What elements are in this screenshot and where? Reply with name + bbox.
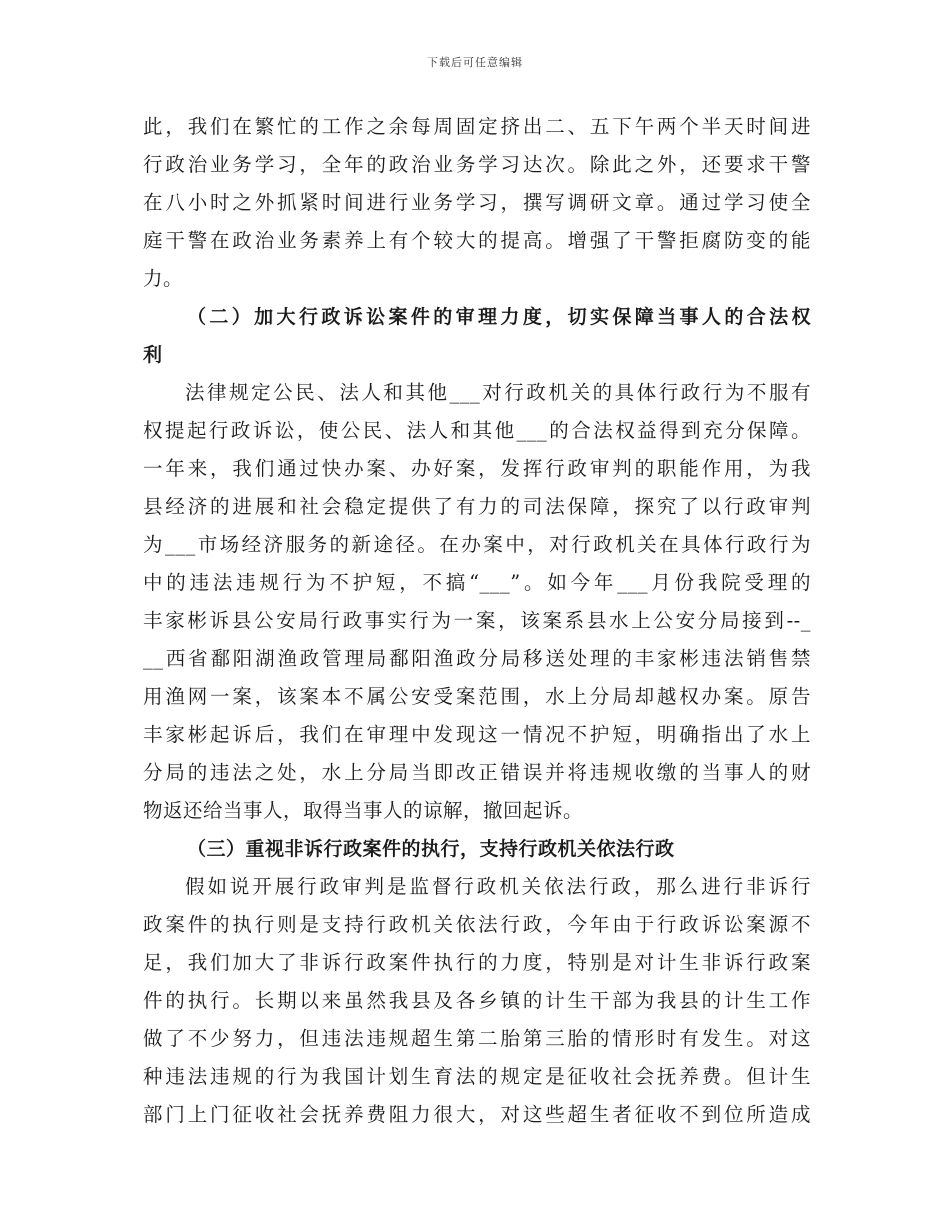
paragraph-line: 力。 — [143, 267, 184, 290]
paragraph-line: __西省鄱阳湖渔政管理局鄱阳渔政分局移送处理的丰家彬违法销售禁 — [143, 647, 811, 670]
paragraph-line: 行政治业务学习，全年的政治业务学习达次。除此之外，还要求干警 — [143, 153, 811, 176]
paragraph-line: 权提起行政诉讼，使公民、法人和其他___的合法权益得到充分保障。 — [143, 419, 811, 442]
section-heading-line: 利 — [143, 344, 163, 366]
paragraph-line: 假如说开展行政审判是监督行政机关依法行政，那么进行非诉行 — [185, 875, 811, 898]
paragraph-line: 为___市场经济服务的新途径。在办案中，对行政机关在具体行政行为 — [143, 533, 811, 556]
document-body — [143, 108, 811, 1134]
section-heading-line: （三）重视非诉行政案件的执行，支持行政机关依法行政 — [187, 838, 675, 860]
paragraph-line: 政案件的执行则是支持行政机关依法行政，今年由于行政诉讼案源不 — [143, 913, 811, 936]
paragraph-line: 在八小时之外抓紧时间进行业务学习，撰写调研文章。通过学习使全 — [143, 191, 811, 214]
paragraph-line: 足，我们加大了非诉行政案件执行的力度，特别是对计生非诉行政案 — [143, 951, 811, 974]
paragraph-line: 县经济的进展和社会稳定提供了有力的司法保障，探究了以行政审判 — [143, 495, 811, 518]
paragraph-line: 此，我们在繁忙的工作之余每周固定挤出二、五下午两个半天时间进 — [143, 115, 811, 138]
paragraph-line: 种违法违规的行为我国计划生育法的规定是征收社会抚养费。但计生 — [143, 1065, 811, 1088]
paragraph-line: 丰家彬诉县公安局行政事实行为一案，该案系县水上公安分局接到--_ — [143, 609, 811, 632]
paragraph-line: 中的违法违规行为不护短，不搞“___”。如今年___月份我院受理的 — [143, 571, 811, 594]
paragraph-line: 用渔网一案，该案本不属公安受案范围，水上分局却越权办案。原告 — [143, 685, 811, 708]
paragraph-line: 一年来，我们通过快办案、办好案，发挥行政审判的职能作用，为我 — [143, 457, 811, 480]
paragraph-line: 件的执行。长期以来虽然我县及各乡镇的计生干部为我县的计生工作 — [143, 989, 811, 1012]
paragraph-line: 物返还给当事人，取得当事人的谅解，撤回起诉。 — [143, 799, 584, 822]
paragraph-line: 法律规定公民、法人和其他___对行政机关的具体行政行为不服有 — [185, 381, 811, 404]
paragraph-line: 部门上门征收社会抚养费阻力很大，对这些超生者征收不到位所造成 — [143, 1103, 811, 1126]
page-header: 下载后可任意编辑 — [427, 56, 523, 69]
section-heading-line: （二）加大行政诉讼案件的审理力度，切实保障当事人的合法权 — [187, 306, 811, 328]
paragraph-line: 丰家彬起诉后，我们在审理中发现这一情况不护短，明确指出了水上 — [143, 723, 811, 746]
paragraph-line: 做了不少努力，但违法违规超生第二胎第三胎的情形时有发生。对这 — [143, 1027, 811, 1050]
paragraph-line: 分局的违法之处，水上分局当即改正错误并将违规收缴的当事人的财 — [143, 761, 811, 784]
paragraph-line: 庭干警在政治业务素养上有个较大的提高。增强了干警拒腐防变的能 — [143, 229, 811, 252]
